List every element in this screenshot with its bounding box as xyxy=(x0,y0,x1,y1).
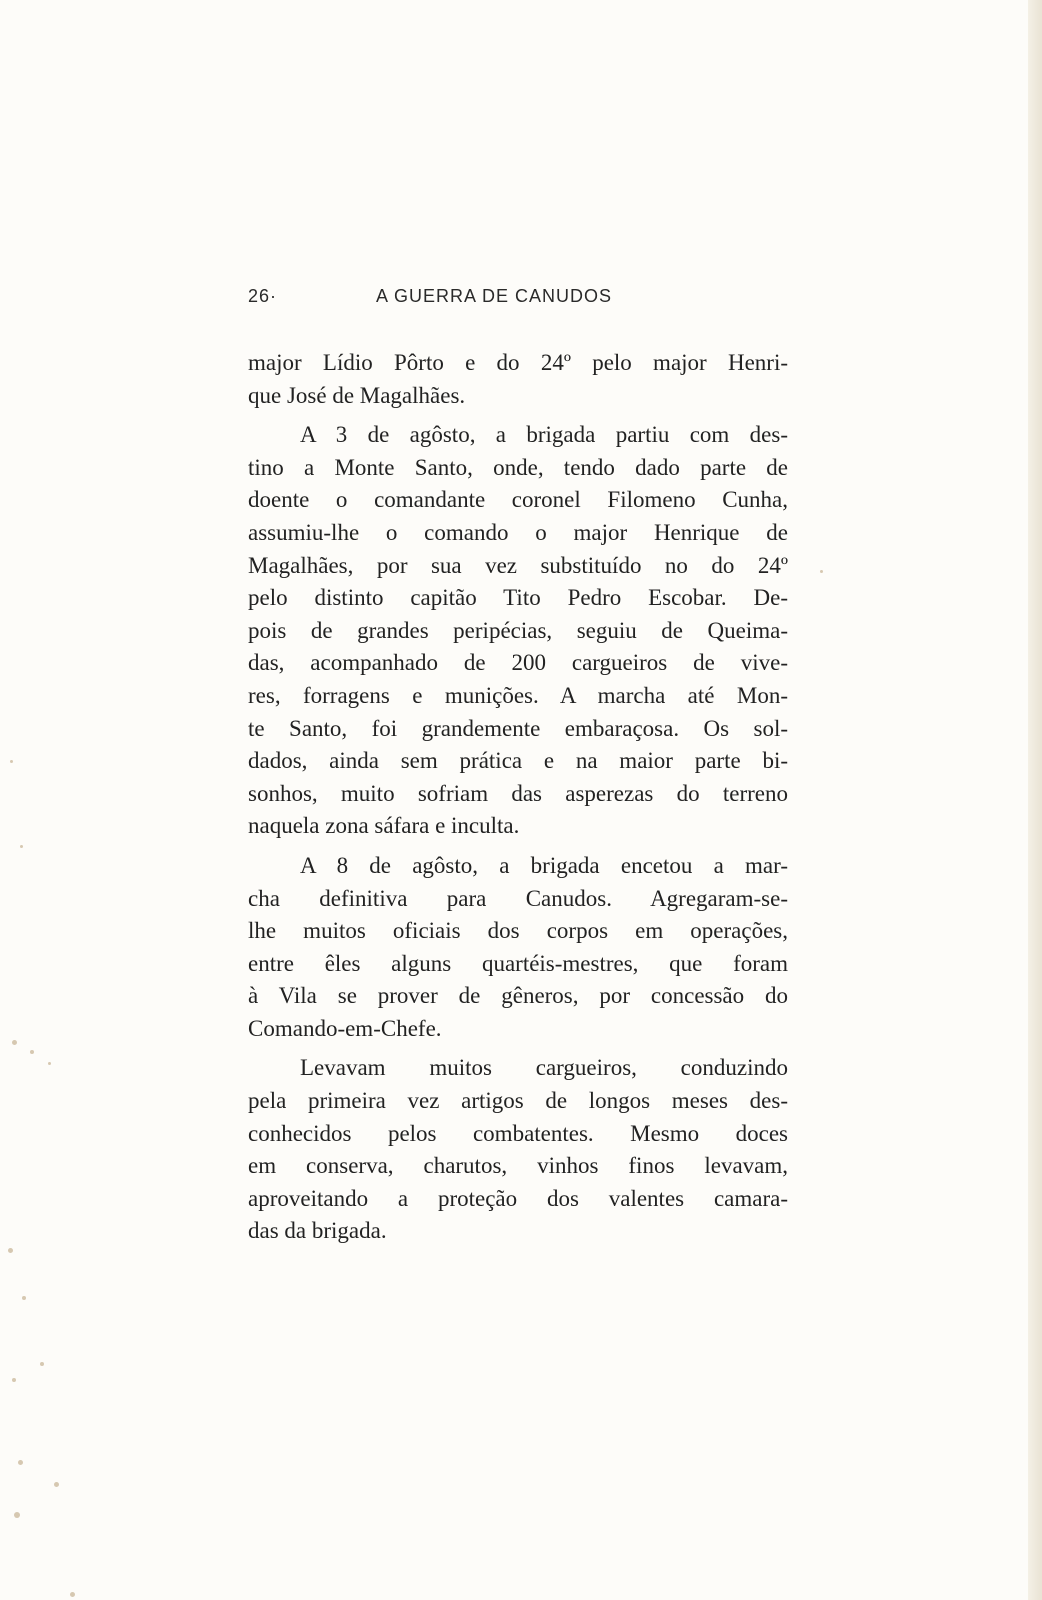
text-line: pois de grandes peripécias, seguiu de Queima- xyxy=(248,617,788,643)
text-line: das, acompanhado de 200 cargueiros de vive- xyxy=(248,650,788,676)
text-line: A 3 de agôsto, a brigada partiu com des- xyxy=(300,422,788,448)
foxing-spot xyxy=(8,1248,13,1253)
running-head xyxy=(248,286,788,310)
text-line: pela primeira vez artigos de longos meses des- xyxy=(248,1088,788,1114)
text-line: pelo distinto capitão Tito Pedro Escobar. De- xyxy=(248,585,788,611)
text-line: em conserva, charutos, vinhos finos levavam, xyxy=(248,1153,788,1179)
text-line: Levavam muitos cargueiros, conduzindo xyxy=(300,1055,788,1081)
foxing-spot xyxy=(10,760,13,763)
running-title: A GUERRA DE CANUDOS xyxy=(376,286,613,306)
foxing-spot xyxy=(70,1592,75,1597)
text-line: aproveitando a proteção dos valentes camara- xyxy=(248,1185,788,1211)
foxing-spot xyxy=(12,1378,16,1382)
text-line: naquela zona sáfara e inculta. xyxy=(248,813,520,839)
page-number: 26· xyxy=(248,286,278,306)
foxing-spot xyxy=(18,1460,23,1465)
text-line: assumiu-lhe o comando o major Henrique de xyxy=(248,519,788,545)
text-line: doente o comandante coronel Filomeno Cunha, xyxy=(248,487,788,513)
text-line: tino a Monte Santo, onde, tendo dado parte de xyxy=(248,454,788,480)
foxing-spot xyxy=(54,1482,59,1487)
text-line: sonhos, muito sofriam das asperezas do terreno xyxy=(248,780,788,806)
text-line: lhe muitos oficiais dos corpos em operações, xyxy=(248,918,788,944)
foxing-spot xyxy=(820,570,823,573)
text-line: Magalhães, por sua vez substituído no do 24º xyxy=(248,552,788,578)
text-line: cha definitiva para Canudos. Agregaram-se- xyxy=(248,885,788,911)
text-line: dados, ainda sem prática e na maior parte bi- xyxy=(248,748,788,774)
foxing-spot xyxy=(48,1062,51,1065)
text-line: res, forragens e munições. A marcha até Mon- xyxy=(248,682,788,708)
text-line: das da brigada. xyxy=(248,1218,387,1244)
page-edge-shadow xyxy=(1028,0,1042,1600)
text-line: que José de Magalhães. xyxy=(248,382,466,408)
text-line: Comando-em-Chefe. xyxy=(248,1015,442,1041)
foxing-spot xyxy=(30,1050,34,1054)
text-line: conhecidos pelos combatentes. Mesmo doces xyxy=(248,1120,788,1146)
foxing-spot xyxy=(22,1296,26,1300)
body-text xyxy=(248,347,788,1248)
text-line: à Vila se prover de gêneros, por concessão do xyxy=(248,983,788,1009)
text-line: major Lídio Pôrto e do 24º pelo major Henri- xyxy=(248,350,788,375)
text-line: entre êles alguns quartéis-mestres, que foram xyxy=(248,950,788,976)
foxing-spot xyxy=(20,845,23,848)
foxing-spot xyxy=(40,1362,44,1366)
text-line: te Santo, foi grandemente embaraçosa. Os sol- xyxy=(248,715,788,741)
foxing-spot xyxy=(14,1512,20,1518)
text-line: A 8 de agôsto, a brigada encetou a mar- xyxy=(300,852,788,878)
foxing-spot xyxy=(12,1040,17,1045)
